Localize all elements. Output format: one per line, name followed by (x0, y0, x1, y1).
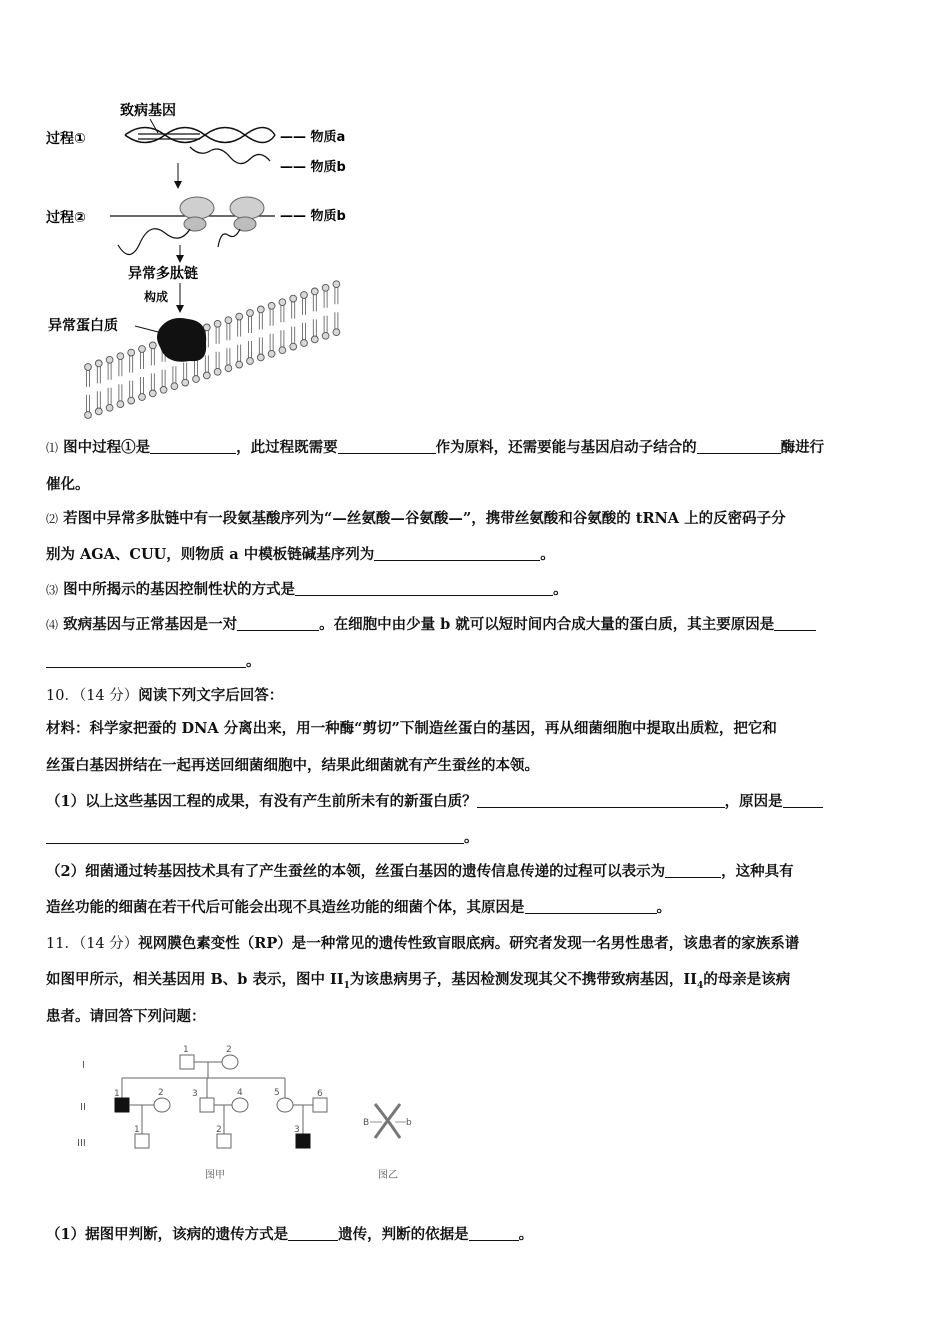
answer-blank[interactable] (469, 1226, 519, 1241)
q11-line2: 如图甲所示，相关基因用 B、b 表示，图中 $II_1$为该患病男子，基因检测发现其父不携带致病基因，$II_4$的母亲是该病 (46, 971, 791, 991)
phospholipid-head (139, 346, 146, 353)
phospholipid-head (279, 347, 286, 354)
pedigree-label: 2 (216, 1125, 222, 1135)
compose-label: 构成 (144, 290, 169, 304)
q9-part2-line2: 别为 AGA、CUU，则物质 a 中模板链碱基序列为 。 (46, 546, 555, 563)
pedigree-female-II4 (232, 1098, 248, 1112)
phospholipid-head (333, 329, 340, 336)
arrow-down-icon (176, 255, 184, 263)
phospholipid-head (139, 394, 146, 401)
peptide-chain-1 (118, 229, 190, 255)
phospholipid-head (301, 292, 308, 299)
phospholipid-head (236, 313, 243, 320)
peptide-chain-2 (218, 229, 240, 247)
answer-blank[interactable] (338, 439, 436, 454)
abnormal-polypeptide-label: 异常多肽链 (128, 266, 198, 282)
pedigree-label: 2 (226, 1045, 232, 1055)
answer-blank[interactable] (477, 793, 725, 808)
abnormal-protein-label: 异常蛋白质 (48, 318, 118, 334)
pedigree-diagram (70, 1038, 430, 1188)
answer-blank[interactable] (288, 1226, 338, 1241)
phospholipid-head (203, 372, 210, 379)
phospholipid-head (106, 356, 113, 363)
figure-caption-jia: 图甲 (205, 1170, 225, 1181)
mrna-strand (190, 147, 270, 164)
answer-blank[interactable] (295, 581, 553, 596)
phospholipid-head (95, 360, 102, 367)
phospholipid-head (247, 310, 254, 317)
phospholipid-head (160, 386, 167, 393)
pedigree-female-II5 (277, 1098, 293, 1112)
pedigree-label: 3 (192, 1089, 198, 1099)
pedigree-individual-labels (114, 1045, 412, 1135)
answer-blank[interactable] (374, 546, 540, 561)
phospholipid-head (236, 361, 243, 368)
phospholipid-head (257, 306, 264, 313)
pedigree-affected-male-III3 (296, 1134, 310, 1148)
cell-membrane (85, 281, 340, 419)
allele-b-label: b (406, 1118, 412, 1128)
pedigree-label: 1 (134, 1125, 140, 1135)
pedigree-label: 5 (274, 1088, 280, 1098)
q10-material-line1: 材料：科学家把蚕的 DNA 分离出来，用一种酶“剪切”下制造丝蛋白的基因，再从细菌细胞中提取出质粒，把它和 (46, 720, 777, 737)
phospholipid-head (128, 349, 135, 356)
phospholipid-head (290, 343, 297, 350)
pathogenic-gene-label: 致病基因 (120, 103, 176, 119)
arrow-down-icon (174, 181, 182, 189)
answer-blank[interactable] (665, 863, 721, 878)
answer-blank[interactable] (783, 793, 823, 808)
phospholipid-head (95, 408, 102, 415)
q9-part4-line1: ⑷ 致病基因与正常基因是一对 。在细胞中由少量 b 就可以短时间内合成大量的蛋白质，其主要原因是 (46, 613, 816, 634)
phospholipid-head (247, 358, 254, 365)
pedigree-male-II6 (313, 1098, 327, 1112)
membrane-protein (157, 318, 206, 362)
phospholipid-head (117, 401, 124, 408)
phospholipid-head (311, 288, 318, 295)
substance-b-label-2: —— 物质b (280, 209, 346, 224)
phospholipid-head (322, 284, 329, 291)
q11-sub1: （1）据图甲判断，该病的遗传方式是 遗传，判断的依据是 。 (46, 1226, 534, 1243)
q11-line1: 11．（14 分）视网膜色素变性（RP）是一种常见的遗传性致盲眼底病。研究者发现一名男性患者，该患者的家族系谱 (46, 935, 800, 952)
answer-blank[interactable] (237, 616, 319, 631)
phospholipid-head (214, 368, 221, 375)
allele-B-label: B (363, 1118, 370, 1128)
pedigree-affected-male-II1 (115, 1098, 129, 1112)
pedigree-label: 2 (158, 1088, 164, 1098)
phospholipid-head (290, 295, 297, 302)
pedigree-label: 4 (237, 1088, 243, 1098)
phospholipid-head (85, 364, 92, 371)
q9-part4-line2: 。 (46, 650, 261, 671)
pedigree-male-II3 (200, 1098, 214, 1112)
gene-expression-diagram (40, 95, 370, 420)
q9-p1-num: ⑴ (46, 441, 59, 455)
phospholipid-head (117, 353, 124, 360)
phospholipid-head (85, 412, 92, 419)
phospholipid-head (311, 336, 318, 343)
phospholipid-head (301, 340, 308, 347)
q11-line3: 患者。请回答下列问题： (46, 1008, 206, 1025)
phospholipid-head (322, 332, 329, 339)
q10-sub2-line2: 造丝功能的细菌在若干代后可能会出现不具造丝功能的细菌个体，其原因是 。 (46, 899, 671, 916)
pedigree-label: 6 (317, 1089, 323, 1099)
q10-material-line2: 丝蛋白基因拼结在一起再送回细菌细胞中，结果此细菌就有产生蚕丝的本领。 (46, 757, 539, 774)
substance-a-label: —— 物质a (280, 130, 346, 145)
pedigree-label: 1 (114, 1089, 120, 1099)
answer-blank[interactable] (46, 653, 246, 668)
pedigree-female-I2 (222, 1055, 238, 1069)
q9-part2-line1: ⑵ 若图中异常多肽链中有一段氨基酸序列为“—丝氨酸—谷氨酸—”，携带丝氨酸和谷氨酸的 tRNA 上的反密码子分 (46, 510, 786, 527)
pedigree-male-III2 (217, 1134, 231, 1148)
phospholipid-head (225, 365, 232, 372)
phospholipid-head (149, 390, 156, 397)
process-1-label: 过程① (46, 131, 86, 147)
q10-sub1-line1: （1）以上这些基因工程的成果，有没有产生前所未有的新蛋白质？ ，原因是 (46, 790, 823, 811)
process-2-label: 过程② (46, 210, 86, 226)
q10-sub1-line2: 。 (46, 826, 479, 847)
figure-caption-yi: 图乙 (378, 1170, 398, 1181)
generation-label-2: II (80, 1102, 86, 1113)
q10-sub2-line1: （2）细菌通过转基因技术具有了产生蚕丝的本领，丝蛋白基因的遗传信息传递的过程可以表示为 ，这种具有 (46, 863, 794, 880)
phospholipid-head (193, 376, 200, 383)
answer-blank[interactable] (150, 439, 236, 454)
pedigree-male-I1 (180, 1055, 194, 1069)
q9-part3: ⑶ 图中所揭示的基因控制性状的方式是 。 (46, 581, 568, 598)
phospholipid-head (225, 317, 232, 324)
generation-label-1: I (82, 1060, 85, 1071)
pedigree-male-III1 (135, 1134, 149, 1148)
phospholipid-head (182, 379, 189, 386)
phospholipid-head (268, 302, 275, 309)
phospholipid-head (268, 350, 275, 357)
generation-label-3: III (77, 1138, 86, 1149)
phospholipid-head (128, 397, 135, 404)
answer-blank[interactable] (697, 439, 781, 454)
phospholipid-head (171, 383, 178, 390)
answer-blank[interactable] (774, 616, 816, 631)
answer-blank[interactable] (46, 829, 464, 844)
arrow-down-icon (176, 305, 184, 313)
phospholipid-head (257, 354, 264, 361)
q9-part1-line2: 催化。 (46, 476, 90, 493)
ribosome-2 (230, 197, 264, 231)
substance-b-label: —— 物质b (280, 160, 346, 175)
pedigree-female-II2 (154, 1098, 170, 1112)
phospholipid-head (279, 299, 286, 306)
answer-blank[interactable] (525, 899, 657, 914)
q9-part1-line1: ⑴ 图中过程①是 ，此过程既需要 作为原料，还需要能与基因启动子结合的 酶进行 (46, 439, 825, 456)
pedigree-label: 1 (183, 1045, 189, 1055)
phospholipid-head (149, 342, 156, 349)
phospholipid-head (214, 320, 221, 327)
pedigree-label: 3 (294, 1125, 300, 1135)
phospholipid-head (106, 404, 113, 411)
ribosome-1 (180, 197, 214, 231)
q10-header: 10．（14 分）阅读下列文字后回答： (46, 687, 284, 704)
phospholipid-head (333, 281, 340, 288)
